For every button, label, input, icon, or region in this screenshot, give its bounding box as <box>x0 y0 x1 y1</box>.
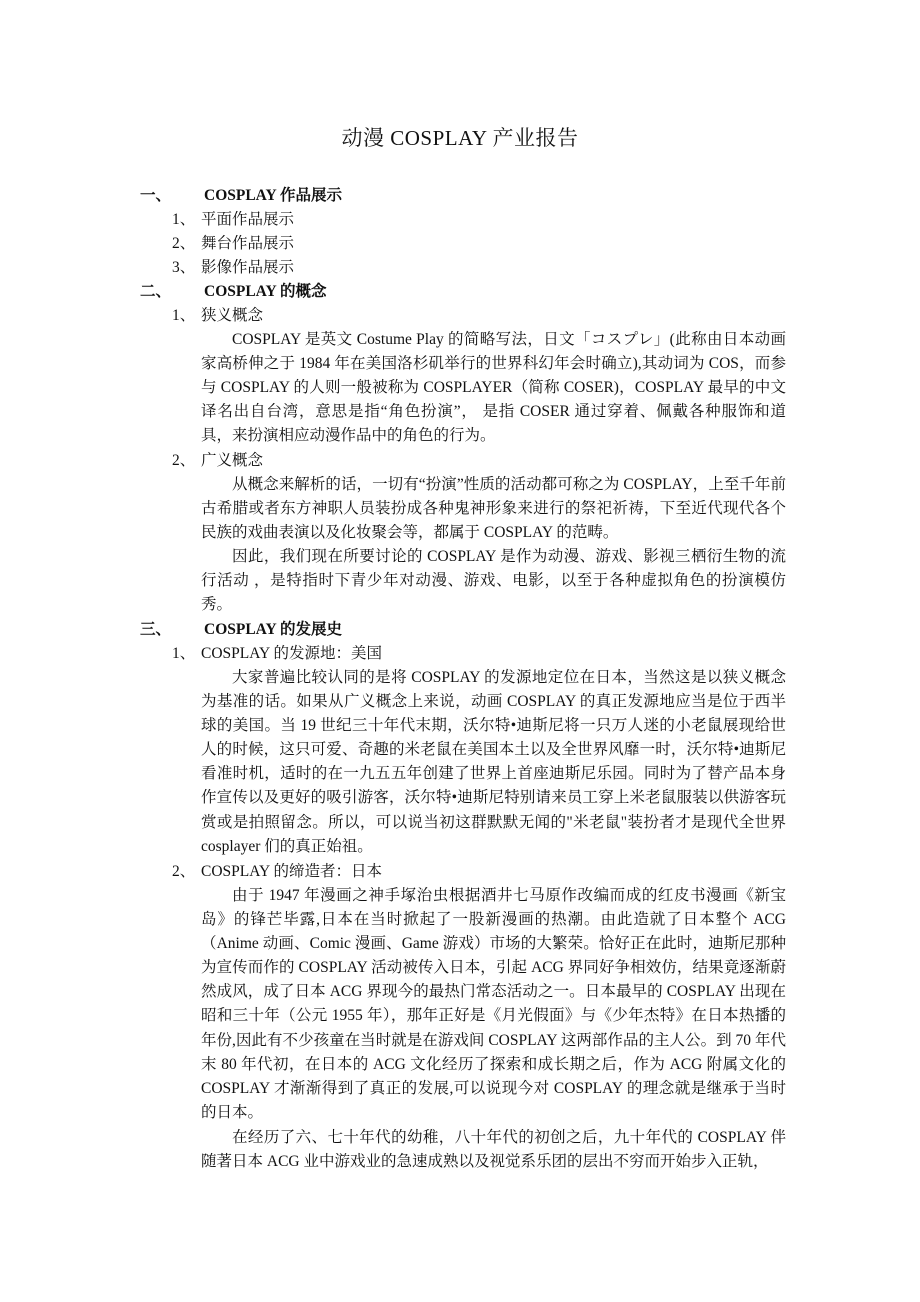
section-1-heading: COSPLAY 作品展示 <box>204 187 342 204</box>
item-3-2-label: COSPLAY 的缔造者：日本 <box>201 863 383 880</box>
item-3-2-number: 2、 <box>172 863 196 880</box>
item-1-2-label: 舞台作品展示 <box>201 235 295 252</box>
section-1-number: 一、 <box>140 187 172 204</box>
item-2-1-number: 1、 <box>172 307 196 324</box>
paragraph-creator-japan: 由于 1947 年漫画之神手塚治虫根据酒井七马原作改编而成的红皮书漫画《新宝岛》的锋芒毕露,日本在当时掀起了一股新漫画的热潮。由此造就了日本整个 ACG（Anime 动画、Comic 漫画、Game 游戏）市场的大繁荣。恰好正在此时，迪斯尼那种为宣传而作的 COSPLAY 活动被传入日本，引起 ACG 界同好争相效仿，结果竟逐渐蔚然成风，成了日本 ACG 界现今的最热门常态活动之一。日本最早的 COSPLAY 出现在昭和三十年（公元 1955 年），那年正好是《月光假面》与《少年杰特》在日本热播的年份,因此有不少孩童在当时就是在游戏间 COSPLAY 这两部作品的主人公。到 70 年代末 80 年代初，在日本的 ACG 文化经历了探索和成长期之后，作为 ACG 附属文化的 COSPLAY 才渐渐得到了真正的发展,可以说现今对 COSPLAY 的理念就是继承于当时的日本。 <box>201 887 786 1121</box>
item-3-1-number: 1、 <box>172 645 196 662</box>
paragraph-broad-concept: 从概念来解析的话，一切有“扮演”性质的活动都可称之为 COSPLAY，上至千年前古希腊或者东方神职人员装扮成各种鬼神形象来进行的祭祀祈祷，下至近代现代各个民族的戏曲表演以及化妆聚会等，都属于 COSPLAY 的范畴。 <box>201 476 786 542</box>
section-2-heading: COSPLAY 的概念 <box>204 283 327 300</box>
section-3-heading: COSPLAY 的发展史 <box>204 621 342 638</box>
section-2-number: 二、 <box>140 283 172 300</box>
paragraph-broad-concept-2: 因此，我们现在所要讨论的 COSPLAY 是作为动漫、游戏、影视三栖衍生物的流行活动 ，是特指时下青少年对动漫、游戏、电影，以至于各种虚拟角色的扮演模仿秀。 <box>201 548 786 614</box>
item-2-2-number: 2、 <box>172 452 196 469</box>
item-1-3-label: 影像作品展示 <box>201 259 295 276</box>
paragraph-origin-usa: 大家普遍比较认同的是将 COSPLAY 的发源地定位在日本，当然这是以狭义概念为基准的话。如果从广义概念上来说，动画 COSPLAY 的真正发源地应当是位于西半球的美国。当 19 世纪三十年代末期，沃尔特•迪斯尼将一只万人迷的小老鼠展现给世人的时候，这只可爱、奇趣的米老鼠在美国本土以及全世界风靡一时，沃尔特•迪斯尼看准时机，适时的在一九五五年创建了世界上首座迪斯尼乐园。同时为了替产品本身作宣传以及更好的吸引游客，沃尔特•迪斯尼特别请来员工穿上米老鼠服装以供游客玩赏或是拍照留念。所以，可以说当初这群默默无闻的"米老鼠"装扮者才是现代全世界 cosplayer 们的真正始祖。 <box>201 669 786 855</box>
item-3-1-label: COSPLAY 的发源地：美国 <box>201 645 383 662</box>
item-1-2-number: 2、 <box>172 235 196 252</box>
item-1-3-number: 3、 <box>172 259 196 276</box>
item-2-1-label: 狭义概念 <box>201 307 264 324</box>
paragraph-creator-japan-2: 在经历了六、七十年代的幼稚，八十年代的初创之后，九十年代的 COSPLAY 伴随著日本 ACG 业中游戏业的急速成熟以及视觉系乐团的层出不穷而开始步入正轨， <box>201 1129 786 1171</box>
item-1-1-number: 1、 <box>172 211 196 228</box>
item-2-2-label: 广义概念 <box>201 452 264 469</box>
section-3-number: 三、 <box>140 621 172 638</box>
item-1-1-label: 平面作品展示 <box>201 211 295 228</box>
paragraph-narrow-concept: COSPLAY 是英文 Costume Play 的简略写法，日文「コスプレ」(此称由日本动画家高桥伸之于 1984 年在美国洛杉矶举行的世界科幻年会时确立),其动词为 COS，而参与 COSPLAY 的人则一般被称为 COSPLAYER（简称 COSER)，COSPLAY 最早的中文译名出自台湾，意思是指“角色扮演”， 是指 COSER 通过穿着、佩戴各种服饰和道具，来扮演相应动漫作品中的角色的行为。 <box>201 331 786 445</box>
page-title: 动漫 COSPLAY 产业报告 <box>341 126 579 150</box>
